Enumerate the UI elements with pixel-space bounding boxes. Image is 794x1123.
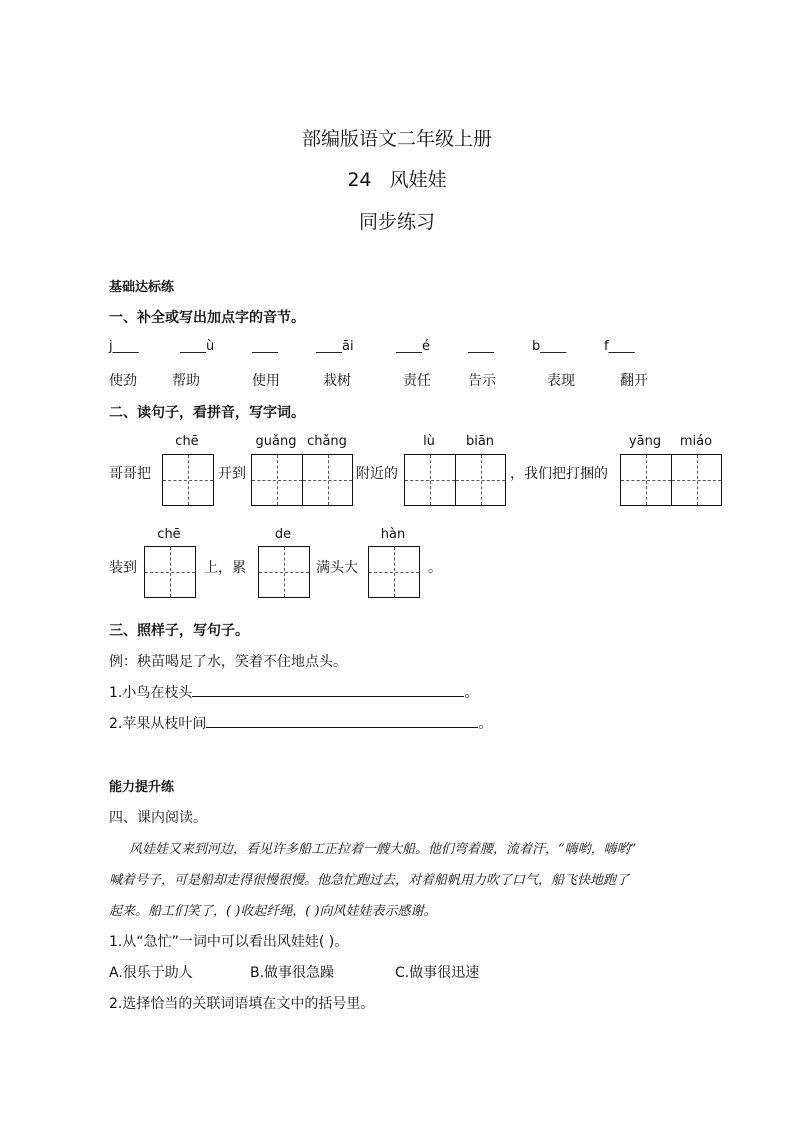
q4-option-c[interactable]: C.做事很迅速 <box>395 965 480 981</box>
writing-grid-han[interactable] <box>368 546 420 598</box>
lesson-number: 24 <box>347 169 372 191</box>
question-3-title: 三、照样子，写句子。 <box>109 623 249 639</box>
pinyin-chang: chǎng <box>307 434 347 449</box>
passage-line-3: 起来。船工们笑了，( )收起纤绳，( )向风娃娃表示感谢。 <box>109 904 437 919</box>
q3-item-1-prefix: 1.小鸟在枝头 <box>109 685 193 701</box>
q1-blank-2[interactable]: ____ù <box>180 339 215 354</box>
q2-l1-text-3: 附近的 <box>356 466 398 482</box>
q1-word-7: 表现 <box>547 373 575 389</box>
q1-word-5: 责任 <box>403 373 431 389</box>
pinyin-yang: yāng <box>628 434 662 449</box>
q2-l2-text-3: 满头大 <box>316 560 358 576</box>
q1-blank-8[interactable]: f____ <box>604 339 635 354</box>
pinyin-bian: biān <box>465 434 495 449</box>
q4-sub-question-2: 2.选择恰当的关联词语填在文中的括号里。 <box>109 996 375 1012</box>
q3-item-1-answer-line[interactable] <box>192 682 464 697</box>
q1-blank-7[interactable]: b____ <box>532 339 567 354</box>
q1-blank-6[interactable]: ____ <box>468 339 494 354</box>
q2-l2-text-1: 装到 <box>109 560 137 576</box>
pinyin-miao: miáo <box>679 434 713 449</box>
q3-item-2-suffix: 。 <box>478 716 493 732</box>
q1-blank-3[interactable]: ____ <box>252 339 278 354</box>
question-1-title: 一、补全或写出加点字的音节。 <box>109 310 305 326</box>
q1-blank-5[interactable]: ____é <box>396 339 430 354</box>
pinyin-guang: guǎng <box>255 434 297 449</box>
q1-word-8: 翻开 <box>620 373 648 389</box>
q4-sub-question-1: 1.从“急忙”一词中可以看出风娃娃( )。 <box>109 934 349 950</box>
q2-l2-text-2: 上，累 <box>204 560 246 576</box>
writing-grid-che-2[interactable] <box>144 546 196 598</box>
pinyin-lu: lù <box>423 434 435 449</box>
q2-l1-text-4: ，我们把打捆的 <box>510 466 608 482</box>
pinyin-che-1: chē <box>175 434 199 449</box>
passage-line-2: 喊着号子，可是船却走得很慢很慢。他急忙跑过去，对着船帆用力吹了口气，船飞快地跑了 <box>109 873 630 888</box>
page-subtitle: 同步练习 <box>358 211 435 233</box>
q2-l1-text-1: 哥哥把 <box>109 466 151 482</box>
writing-grid-guangchang[interactable] <box>251 454 353 506</box>
section-heading-basic: 基础达标练 <box>109 280 175 295</box>
writing-grid-lubian[interactable] <box>404 454 506 506</box>
pinyin-de: de <box>274 527 292 542</box>
q1-blank-1[interactable]: j____ <box>109 339 139 354</box>
lesson-name: 风娃娃 <box>389 169 447 191</box>
q3-item-1-suffix: 。 <box>464 685 479 701</box>
q2-l2-text-4: 。 <box>428 560 442 576</box>
q1-word-6: 告示 <box>468 373 496 389</box>
q3-example: 例：秧苗喝足了水，笑着不住地点头。 <box>109 654 347 670</box>
question-2-title: 二、读句子，看拼音，写字词。 <box>109 405 305 421</box>
passage-line-1: 风娃娃又来到河边，看见许多船工正拉着一艘大船。他们弯着腰，流着汗，“嗨哟，嗨哟” <box>129 842 637 857</box>
writing-grid-de[interactable] <box>258 546 310 598</box>
q3-item-1 <box>109 682 478 702</box>
q1-word-1: 使劲 <box>109 373 137 389</box>
q3-item-2-prefix: 2.苹果从枝叶间 <box>109 716 207 732</box>
question-4-title: 四、课内阅读。 <box>109 810 207 826</box>
q3-item-2-answer-line[interactable] <box>206 713 478 728</box>
writing-grid-che[interactable] <box>162 454 214 506</box>
writing-grid-yangmiao[interactable] <box>620 454 722 506</box>
q1-blank-4[interactable]: ____āi <box>316 339 354 354</box>
pinyin-che-2: chē <box>157 527 181 542</box>
q1-word-4: 栽树 <box>323 373 351 389</box>
lesson-title <box>0 165 794 192</box>
q4-option-b[interactable]: B.做事很急躁 <box>250 965 335 981</box>
q2-l1-text-2: 开到 <box>218 466 246 482</box>
section-heading-advanced: 能力提升练 <box>109 780 175 795</box>
q1-word-2: 帮助 <box>172 373 200 389</box>
q1-word-3: 使用 <box>252 373 280 389</box>
q3-item-2 <box>109 713 492 733</box>
pinyin-han: hàn <box>380 527 406 542</box>
page-title: 部编版语文二年级上册 <box>301 128 492 150</box>
q4-option-a[interactable]: A.很乐于助人 <box>109 965 193 981</box>
